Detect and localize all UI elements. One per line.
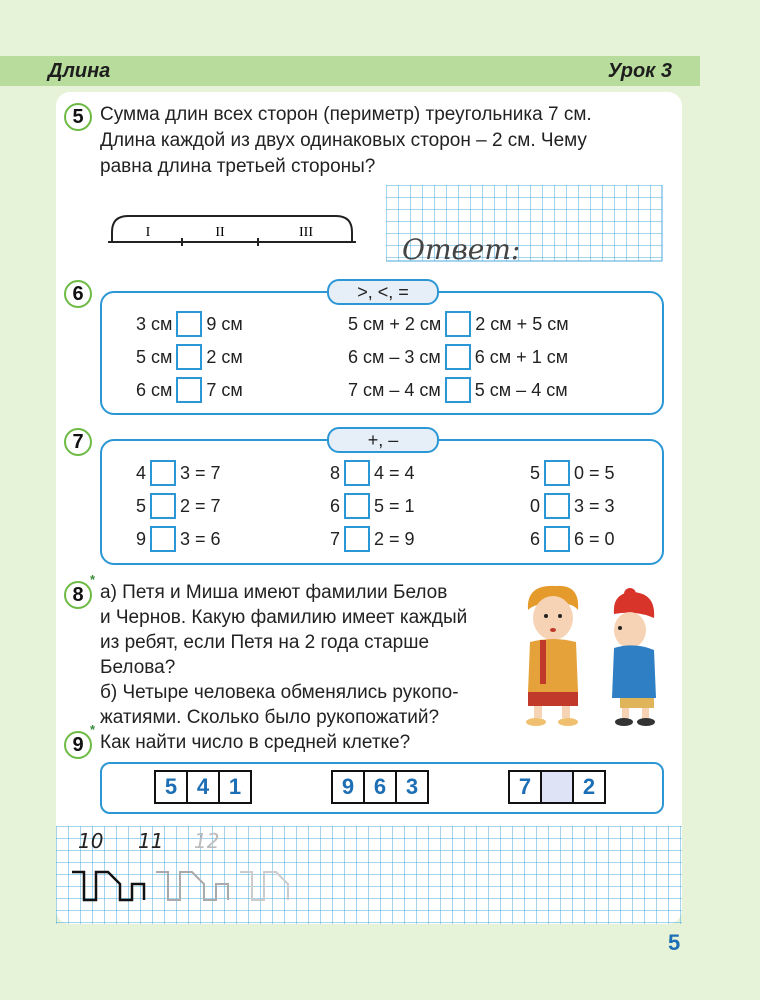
task6-right-row-1: 5 см + 2 см 2 см + 5 см [348,311,569,337]
answer-box[interactable] [344,460,370,486]
star-icon: * [90,722,96,737]
answer-box[interactable] [150,526,176,552]
answer-box[interactable] [176,377,202,403]
task6-right-row-2: 6 см – 3 см 6 см + 1 см [348,344,568,370]
task7-c1-row-2: 5 2 = 7 [136,493,221,519]
task8-line-1: а) Петя и Миша имеют фамилии Белов [100,582,448,603]
answer-label: Ответ: [402,233,521,263]
task6-left-row-3: 6 см 7 см [136,377,243,403]
number-cell: 3 [395,770,429,804]
answer-box[interactable] [344,526,370,552]
number-cell: 4 [186,770,220,804]
copy-digit-11: 11 [138,829,164,853]
task6-signs: >, <, = [327,279,439,305]
children-illustration [516,580,666,730]
task8-line-2: и Чернов. Какую фамилию имеет каждый [100,607,468,628]
task9-question: Как найти число в средней клетке? [100,732,411,753]
task7-c3-row-2: 0 3 = 3 [530,493,615,519]
task-number-9: 9 [64,731,92,759]
task8-line-5: б) Четыре человека обменялись рукопо- [100,682,459,703]
page-number: 5 [668,930,681,955]
task6-left-row-2: 5 см 2 см [136,344,243,370]
task-number-6: 6 [64,280,92,308]
task-number-5: 5 [64,103,92,131]
answer-box[interactable] [544,493,570,519]
answer-box[interactable] [544,460,570,486]
number-cell: 5 [154,770,188,804]
task6-left-row-1: 3 см 9 см [136,311,243,337]
task5-line-1: Сумма длин всех сторон (периметр) треугольника 7 см. [100,104,592,125]
copy-digit-12: 12 [194,829,220,853]
answer-box[interactable] [344,493,370,519]
task-number-7: 7 [64,428,92,456]
copy-digit-10: 10 [78,829,104,853]
task7-c3-row-3: 6 6 = 0 [530,526,615,552]
answer-grid [386,185,664,263]
lesson-header [0,56,700,86]
task-number-8: 8 [64,581,92,609]
segment-label-1: I [145,225,151,240]
task7-c2-row-2: 6 5 = 1 [330,493,415,519]
task7-c2-row-1: 8 4 = 4 [330,460,415,486]
answer-box[interactable] [445,377,471,403]
topic-title: Длина [48,59,111,82]
missing-number-cell[interactable] [540,770,574,804]
segment-label-3: III [299,225,313,240]
answer-box[interactable] [150,460,176,486]
writing-practice-grid [56,826,682,924]
segment-diagram [106,208,358,254]
task7-c1-row-1: 4 3 = 7 [136,460,221,486]
number-cell: 9 [331,770,365,804]
task7-c2-row-3: 7 2 = 9 [330,526,415,552]
number-group-1 [156,770,252,804]
task5-line-2: Длина каждой из двух одинаковых сторон – 2 см. Чему [100,130,587,151]
answer-box[interactable] [176,344,202,370]
task7-signs: +, – [327,427,439,453]
star-icon: * [90,572,96,587]
task8-line-3: из ребят, если Петя на 2 года старше [100,632,430,653]
task6-right-row-3: 7 см – 4 см 5 см – 4 см [348,377,568,403]
task5-line-3: равна длина третьей стороны? [100,156,376,177]
answer-box[interactable] [150,493,176,519]
task8-line-4: Белова? [100,657,176,678]
number-cell: 6 [363,770,397,804]
top-margin [0,0,760,56]
lesson-label: Урок 3 [607,59,672,82]
task7-c1-row-3: 9 3 = 6 [136,526,221,552]
number-cell: 1 [218,770,252,804]
task8-line-6: жатиями. Сколько было рукопожатий? [100,707,440,728]
task7-c3-row-1: 5 0 = 5 [530,460,615,486]
number-group-3 [510,770,606,804]
answer-box[interactable] [445,344,471,370]
number-cell: 7 [508,770,542,804]
number-cell: 2 [572,770,606,804]
segment-label-2: II [215,225,225,240]
answer-box[interactable] [544,526,570,552]
answer-box[interactable] [445,311,471,337]
answer-box[interactable] [176,311,202,337]
number-group-2 [333,770,429,804]
